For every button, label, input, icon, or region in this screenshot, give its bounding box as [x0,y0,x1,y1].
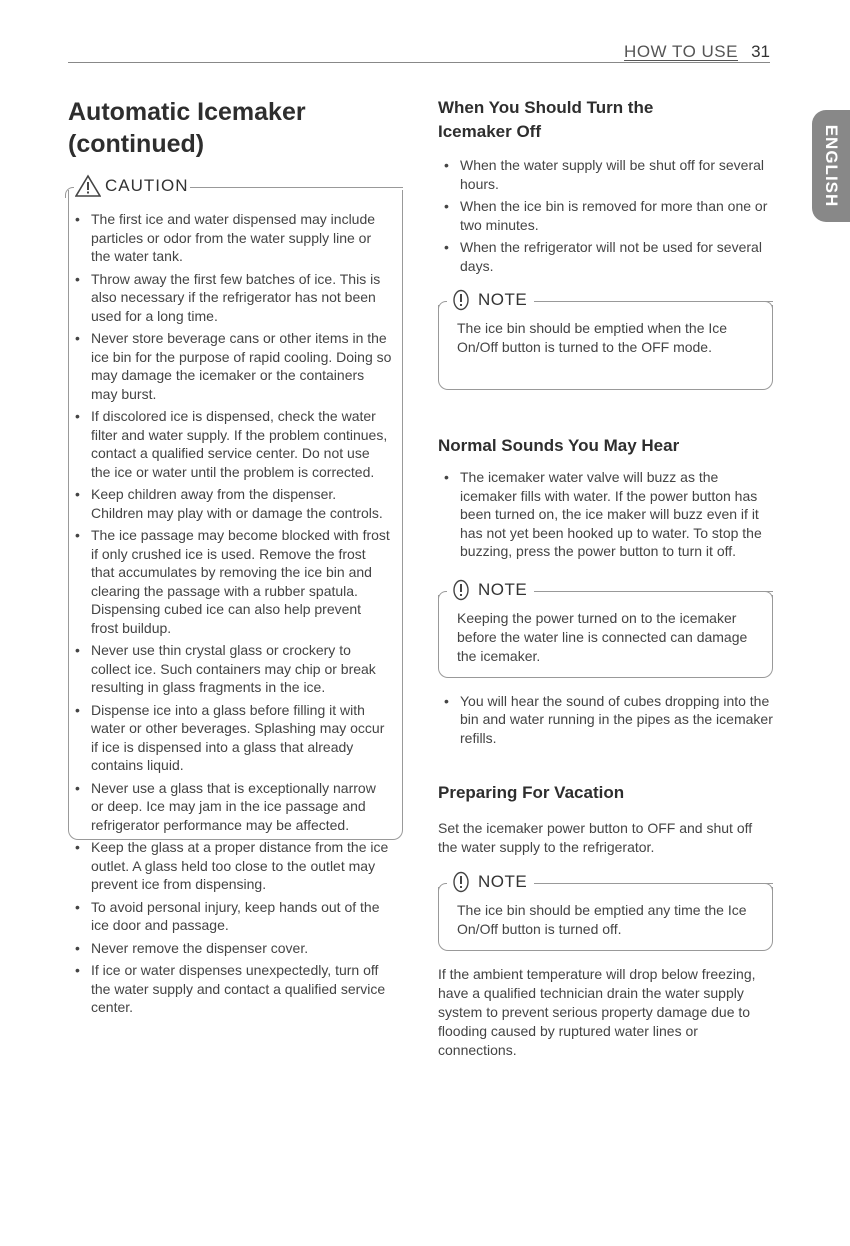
box-corner [65,187,74,198]
caution-box [68,176,403,1015]
note-header [438,291,773,313]
box-corner [438,301,447,312]
list-item: • If discolored ice is dispensed, check the water filter and water supply. If the problem continues, contact a qualified service center. Do not use the ice or water until the problem is corrected. [69,407,392,481]
exclamation-icon [452,871,470,893]
note-label: NOTE [478,580,533,600]
note-box-2 [438,579,773,678]
list-item: • The ice passage may become blocked with frost if only crushed ice is used. Remove the frost that accumulates by removing the ice bin and clearing the passage with a rubber spatula. Dispensing cubed ice can also help prevent frost buildup. [69,526,392,637]
note-label: NOTE [478,290,533,310]
box-corner-right [764,301,773,312]
list-item: • When the refrigerator will not be used for several days. [438,238,773,275]
note-box-3 [438,872,773,951]
turn-off-heading-line-1: When You Should Turn the [438,98,654,117]
note-header [438,873,773,895]
sounds-list [438,468,773,561]
list-item: • If ice or water dispenses unexpectedly, turn off the water supply and contact a qualified service center. [69,961,392,1017]
vacation-text-2: If the ambient temperature will drop below freezing, have a qualified technician drain the water supply system to prevent serious property damage due to flooding caused by ruptured water lines or connections. [438,966,756,1058]
note-label: NOTE [478,872,533,892]
caution-label: CAUTION [105,176,195,196]
language-tab [812,110,850,222]
caution-header [65,178,403,200]
note-rule [534,301,773,302]
exclamation-icon [452,289,470,311]
vacation-text-1: Set the icemaker power button to OFF and shut off the water supply to the refrigerator. [438,820,753,855]
list-item: • Never remove the dispenser cover. [69,939,392,958]
warning-triangle-icon [75,174,101,198]
page-title [68,96,403,160]
list-item: • Throw away the first few batches of ice. This is also necessary if the refrigerator has not been used for a long time. [69,270,392,326]
list-item: • Keep children away from the dispenser. Children may play with or damage the controls. [69,485,392,522]
section-title: HOW TO USE [624,42,738,61]
list-item: • Never use thin crystal glass or crockery to collect ice. Such containers may chip or break resulting in glass fragments in the ice. [69,641,392,697]
note-text: The ice bin should be emptied when the Ice On/Off button is turned to the OFF mode. [457,320,728,355]
turn-off-heading-line-2: Icemaker Off [438,122,541,141]
right-column [438,96,773,1060]
sounds-heading: Normal Sounds You May Hear [438,436,680,455]
title-line-1: Automatic Icemaker [68,98,306,126]
note-rule [534,883,773,884]
list-item: • You will hear the sound of cubes dropping into the bin and water running in the pipes as the icemaker refills. [438,692,773,748]
sounds-after-list [438,692,773,748]
note-text: The ice bin should be emptied any time the Ice On/Off button is turned off. [457,902,747,937]
turn-off-list [438,156,773,275]
vacation-heading: Preparing For Vacation [438,783,625,802]
box-corner [438,883,447,894]
caution-list [69,210,392,1017]
list-item: • Never store beverage cans or other items in the ice bin for the purpose of rapid cooling. Doing so may damage the icemaker or the containers may burst. [69,329,392,403]
list-item: • Never use a glass that is exceptionally narrow or deep. Ice may jam in the ice passage and refrigerator performance may be affected. [69,779,392,835]
caution-rule [190,187,403,188]
title-line-2: (continued) [68,130,205,158]
turn-off-heading [438,96,773,144]
note-header [438,581,773,603]
list-item: • To avoid personal injury, keep hands out of the ice door and passage. [69,898,392,935]
list-item: • When the ice bin is removed for more than one or two minutes. [438,197,773,234]
list-item: • Dispense ice into a glass before filling it with water or other beverages. Splashing may occur if ice is dispensed into a glass that already contains liquid. [69,701,392,775]
note-text: Keeping the power turned on to the icemaker before the water line is connected can damage the icemaker. [457,609,748,664]
page-number: 31 [751,42,770,61]
list-item: • Keep the glass at a proper distance from the ice outlet. A glass held too close to the outlet may prevent ice from dispensing. [69,838,392,894]
note-rule [534,591,773,592]
list-item: • The first ice and water dispensed may include particles or odor from the water supply line or the water tank. [69,210,392,266]
list-item: • The icemaker water valve will buzz as the icemaker fills with water. If the power button has been turned on, the ice maker will buzz even if it has not yet been hooked up to water. To stop the buzzing, press the power button to turn it off. [438,468,773,561]
exclamation-icon [452,579,470,601]
box-corner-right [764,591,773,602]
language-tab-label: ENGLISH [822,124,841,208]
box-corner [438,591,447,602]
box-corner-right [764,883,773,894]
note-box-1 [438,290,773,390]
list-item: • When the water supply will be shut off for several hours. [438,156,773,193]
left-column [68,96,403,1015]
page-header [68,42,770,63]
